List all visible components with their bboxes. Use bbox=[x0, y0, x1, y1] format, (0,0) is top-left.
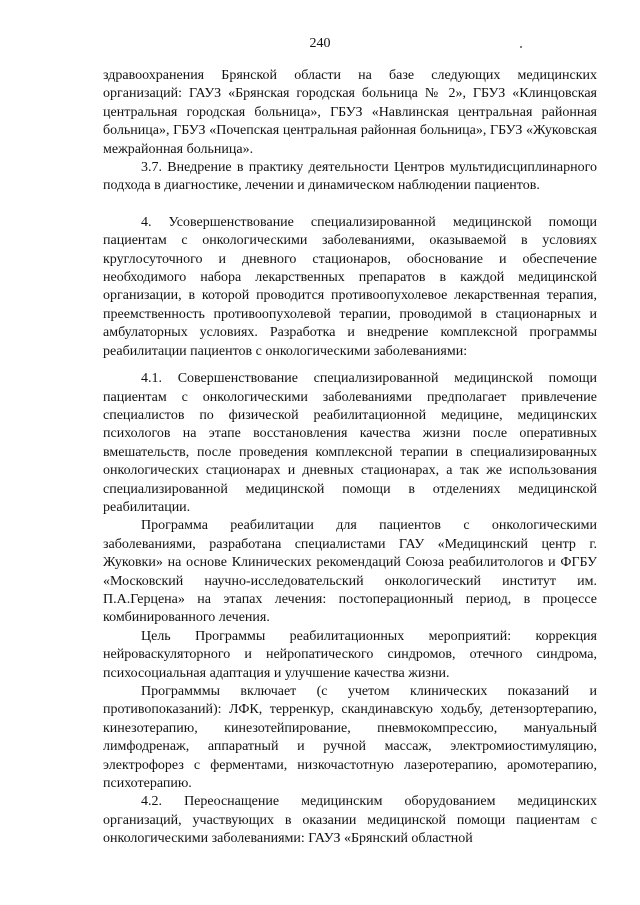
page-number: 240 bbox=[309, 36, 331, 51]
paragraph-3-7: 3.7. Внедрение в практику деятельности Центров мультидисциплинарного подхода в диагностике, лечении и динамическом наблюдении пациентов. bbox=[103, 160, 597, 194]
section-4-heading: 4. Усовершенствование специализированной медицинской помощи пациентам с онкологическими заболеваниями, оказываемой в условиях круглосуточного и дневного стационаров, обоснование и обеспечение необходимого набора лекарственных препаратов в каждой медицинской организации, в которой проводится противоопухолевое лекарственная терапия, преемственность противоопухолевой терапии, проводимой в стационарных и амбулаторных условиях. Разработка и внедрение комплексной программы реабилитации пациентов с онкологическими заболеваниями: bbox=[103, 214, 597, 359]
paragraph-rehab-program: Программа реабилитации для пациентов с онкологическими заболеваниями, разработана специалистами ГАУ «Медицинский центр г. Жуковки» на основе Клинических рекомендаций Союза реабилитологов и ФГБУ «Московский научно-исследовательский онкологический институт им. П.А.Герцена» на этапах лечения: постоперационный период, в процессе комбинированного лечения. bbox=[103, 518, 597, 626]
paragraph-4-1: 4.1. Совершенствование специализированной медицинской помощи пациентам с онкологическими заболеваниями предполагает привлечение специалистов по физической реабилитационной медицине, медицинских психологов на этапе восстановления качества жизни после оперативных вмешательств, после проведения комплексной терапии в специализированных онкологических стационарах и дневных стационарах, а так же использования специализированной медицинской помощи в отделениях медицинской реабилитации. bbox=[103, 371, 597, 515]
scan-speck bbox=[520, 46, 522, 48]
paragraph-continuation: здравоохранения Брянской области на базе следующих медицинских организаций: ГАУЗ «Брянская городская больница № 2», ГБУЗ «Клинцовская центральная городская больница», ГБУЗ «Навлинская центральная районная больница», ГБУЗ «Почепская центральная районная больница», ГБУЗ «Жуковская межрайонная больница». bbox=[103, 68, 597, 157]
paragraph-program-goal: Цель Программы реабилитационных мероприятий: коррекция нейроваскуляторного и нейропатического синдромов, отечного синдрома, психосоциальная адаптация и улучшение качества жизни. bbox=[103, 628, 597, 681]
paragraph-4-2: 4.2. Переоснащение медицинским оборудованием медицинских организаций, участвующих в оказании медицинской помощи пациентам с онкологическими заболеваниями: ГАУЗ «Брянский областной bbox=[103, 794, 597, 847]
document-body bbox=[103, 67, 597, 849]
paragraph-program-includes: Программмы включает (с учетом клинических показаний и противопоказаний): ЛФК, терренкур, скандинавскую ходьбу, детензортерапию, кинезотерапию, кинезотейпирование, пневмокомпрессию, мануальный лимфодренаж, аппаратный и ручной массаж, электромиостимуляцию, электрофорез с ферментами, низкочастотную лазеротерапию, аромотерапию, психотерапию. bbox=[103, 684, 597, 792]
